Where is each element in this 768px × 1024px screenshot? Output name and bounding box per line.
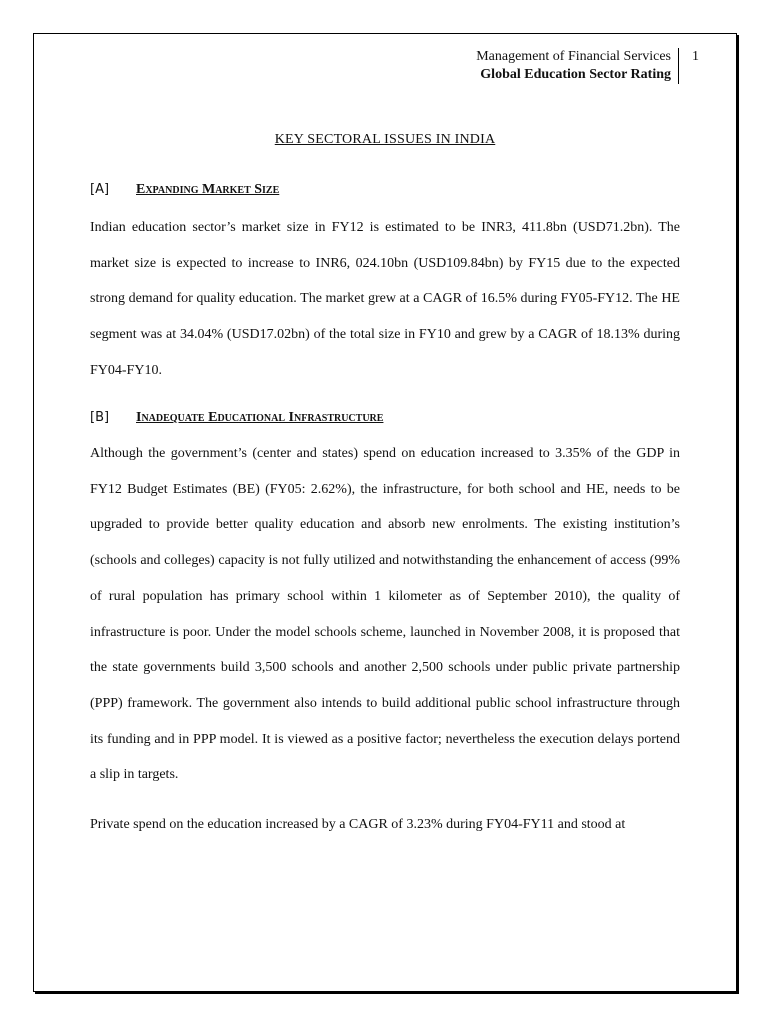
page-title: KEY SECTORAL ISSUES IN INDIA: [274, 132, 496, 147]
section-b-heading: [90, 410, 383, 426]
section-a-title: Expanding Market Size: [136, 182, 280, 197]
header-subtitle: Global Education Sector Rating: [480, 67, 671, 82]
section-b-tag: [B]: [90, 410, 110, 425]
closing-paragraph: Private spend on the education increased by a CAGR of 3.23% during FY04-FY11 and stood at: [90, 817, 626, 832]
document-page: [33, 33, 737, 992]
section-a-paragraph: Indian education sector’s market size in FY12 is estimated to be INR3, 411.8bn (USD71.2bn). The market size is expected to increase to INR6, 024.10bn (USD109.84bn) by FY15 due to the expected strong demand for quality education. The market grew at a CAGR of 16.5% during FY05-FY12. The HE segment was at 34.04% (USD17.02bn) of the total size in FY10 and grew by a CAGR of 18.13% during FY04-FY10.: [90, 220, 680, 378]
page-number: 1: [692, 49, 699, 64]
running-header: [476, 48, 679, 84]
section-a-heading: [90, 182, 279, 198]
section-b-paragraph: Although the government’s (center and states) spend on education increased to 3.35% of the GDP in FY12 Budget Estimates (BE) (FY05: 2.62%), the infrastructure, for both school and HE, needs to be upgraded to provide better quality education and absorb new enrolments. The existing institution’s (schools and colleges) capacity is not fully utilized and notwithstanding the enhancement of access (99% of rural population has primary school within 1 kilometer as of September 2010), the quality of infrastructure is poor. Under the model schools scheme, launched in November 2008, it is proposed that the state governments build 3,500 schools and another 2,500 schools under public private partnership (PPP) framework. The government also intends to build additional public school infrastructure through its funding and in PPP model. It is viewed as a positive factor; nevertheless the execution delays portend a slip in targets.: [90, 446, 680, 783]
header-course: Management of Financial Services: [476, 49, 671, 64]
section-b-title: Inadequate Educational Infrastructure: [136, 410, 384, 425]
section-a-tag: [A]: [90, 182, 110, 197]
